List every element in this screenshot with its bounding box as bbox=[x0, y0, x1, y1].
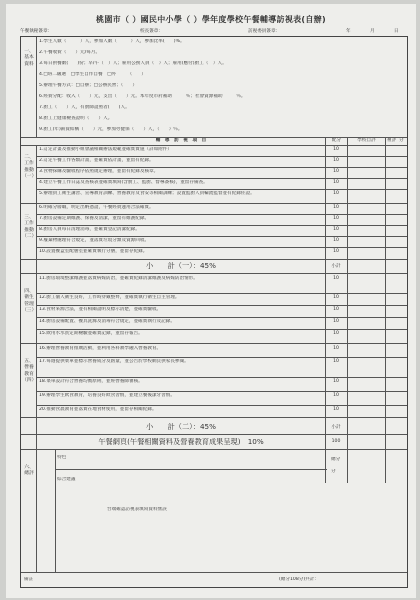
principal-signature-label: 校長簽章： bbox=[140, 29, 163, 34]
item-9-points: 10 bbox=[333, 238, 339, 243]
item-10: 10.設置餐盒室配膳室並確實執行分膳，並留存紀錄。 bbox=[39, 249, 148, 254]
section-5-label: 五、營養教育（四） bbox=[22, 359, 37, 384]
basic-row-6: 6.經費分配：收入（ ）元，支出（ ）元。本年度市府補助 ％；社會資源補助 ％。 bbox=[39, 94, 246, 99]
item-2-points: 10 bbox=[333, 158, 339, 163]
item-3-points: 10 bbox=[333, 169, 339, 174]
item-14-points: 10 bbox=[333, 319, 339, 324]
score-header: 分 bbox=[399, 138, 404, 143]
item-7: 7.廚房設備定期維護、保養及清潔，並留有維護紀錄。 bbox=[39, 216, 150, 221]
total-score-label: 總分 bbox=[331, 457, 341, 462]
date-year: 年 bbox=[346, 29, 351, 34]
item-1-points: 10 bbox=[333, 147, 339, 152]
item-17-points: 10 bbox=[333, 359, 339, 364]
feature-label: 特色 bbox=[57, 455, 67, 460]
item-4-points: 10 bbox=[333, 180, 339, 185]
section-3-label: 三、工作推動（二） bbox=[22, 215, 37, 240]
suggestion-label: 綜合建議 bbox=[57, 477, 76, 482]
supervisor-signature-label: 午餐執秘簽章： bbox=[20, 29, 53, 34]
item-14: 14.廚房設備配置、餐具洗滌及消毒符合規定，並確實執行及記錄。 bbox=[39, 319, 175, 324]
self-eval-header: 學校自評 bbox=[357, 138, 376, 143]
item-9: 9.廢棄物處理符合規定，並落實垃圾分類及資源回收。 bbox=[39, 238, 150, 243]
item-8: 8.廚房人員每日清理消毒，並確實登記清潔紀錄。 bbox=[39, 227, 140, 232]
item-12: 12.廚工個人衛生良好，工作時穿戴整齊，並確實執行衛生自主管理。 bbox=[39, 295, 180, 300]
item-7-points: 10 bbox=[333, 216, 339, 221]
item-15: 15.飲用水水質定期檢驗並確實記錄，並留存報告。 bbox=[39, 331, 143, 336]
web-points: 100 bbox=[331, 439, 341, 444]
confirmation-text: 台端確認訪視表填寫資料無誤 bbox=[107, 507, 167, 512]
total-score-unit: 分 bbox=[331, 469, 336, 474]
date-month: 月 bbox=[370, 29, 375, 34]
inspector-signature-label: 訪視委員簽章： bbox=[248, 29, 281, 34]
basic-row-4: 4.□班二級選 □學生自作自餐 □外 （ ） bbox=[39, 72, 146, 77]
comments-label: 六、總評 bbox=[24, 465, 34, 477]
item-19-points: 10 bbox=[333, 393, 339, 398]
item-13-points: 10 bbox=[333, 307, 339, 312]
item-19: 19.辦理學生飲食教育，培養良好飲食習慣，並建立餐後潔牙習慣。 bbox=[39, 393, 175, 398]
review-header: 複評 bbox=[387, 138, 397, 143]
item-6: 6.明確分層職，明定出納憑證，午餐經費運用合法確實。 bbox=[39, 205, 154, 210]
item-11-points: 10 bbox=[333, 276, 339, 281]
item-17: 17.每週提供菜單並標示營養成分及熱量，並公告於學校網頁供家長參閱。 bbox=[39, 359, 189, 364]
item-10-points: 10 bbox=[333, 249, 339, 254]
item-6-points: 10 bbox=[333, 205, 339, 210]
form-title: 桃園市（ ）國民中小學（ ）學年度學校午餐輔導訪視表(自辦) bbox=[96, 15, 326, 24]
basic-row-1: 1.學生人數（ ）人，參加人數（ ）人，參加比率( )%。 bbox=[39, 39, 185, 44]
subtotal-2-unit: 小計 bbox=[331, 425, 341, 430]
remark-label: 備註 bbox=[24, 577, 34, 582]
basic-row-7: 7.廚工（ ）人，有廚師證照者( )人。 bbox=[39, 105, 130, 110]
section-2-label: 二、工作推動（一） bbox=[22, 155, 37, 180]
basic-row-9: 9.廚工(年)薪資結構（ ）元，參加勞健保（ ）人，（ ）％。 bbox=[39, 127, 183, 132]
item-8-points: 10 bbox=[333, 227, 339, 232]
basic-row-2: 2.午餐收費（ ）元/每月。 bbox=[39, 50, 101, 55]
inspection-form bbox=[6, 4, 416, 598]
item-1: 1.訂定計畫及推動小組會議相關辦法規範並確實實施（詳如附件） bbox=[39, 147, 173, 152]
date-day: 日 bbox=[394, 29, 399, 34]
item-5-points: 10 bbox=[333, 191, 339, 196]
item-11: 11.廚房環境整潔維護並落實病媒防治，並確實紀錄清潔維護及病媒防治情形。 bbox=[39, 276, 198, 281]
subtotal-1-unit: 小計 bbox=[331, 264, 341, 269]
items-header: 輔 導 訪 視 項 目 bbox=[155, 138, 207, 143]
basic-data-label: 一、基本資料 bbox=[24, 49, 34, 67]
form-table bbox=[20, 36, 408, 588]
item-15-points: 10 bbox=[333, 331, 339, 336]
item-2: 2.訂定午餐工作各類計畫，並確實依計畫，並留有紀錄。 bbox=[39, 158, 154, 163]
item-4: 4.建立午餐工作日誌及查核表並確實填寫(含廚工、監廚、督導簽核)，並留存備查。 bbox=[39, 180, 208, 185]
item-18-points: 10 bbox=[333, 379, 339, 384]
item-20-points: 10 bbox=[333, 407, 339, 412]
signature-row bbox=[20, 28, 406, 35]
item-12-points: 10 bbox=[333, 295, 339, 300]
item-18: 18.菜單設計符合營養均衡原則，並經營養師審核。 bbox=[39, 379, 143, 384]
basic-row-3: 3.每日供餐數( )份；早/午（ ）人；雇用公務人員（ ）人；雇用(應付)廚工（ ）人。 bbox=[39, 61, 227, 66]
subtotal-2: 小 計（二）：45% bbox=[146, 423, 216, 431]
basic-row-5: 5.辦理午餐方式：□自辦；□公辦民營；（ ） bbox=[39, 83, 138, 88]
item-16-points: 10 bbox=[333, 346, 339, 351]
total-points-text: (總分108分)共計： bbox=[279, 577, 319, 582]
item-16: 16.辦理營養教育推廣活動，並利用各科教學融入營養教育。 bbox=[39, 346, 162, 351]
section-4-label: 四、衛生管理（三） bbox=[22, 289, 37, 314]
item-3: 3.食物採購及驗收程序依照規定辦理，並留有紀錄及核章。 bbox=[39, 169, 159, 174]
basic-row-8: 8.廚工上健康檢查證明（ ）人。 bbox=[39, 116, 113, 121]
item-13: 13.食材來源合法，並有相關證明及標示清楚，並確實驗收。 bbox=[39, 307, 162, 312]
subtotal-1: 小 計（一）：45% bbox=[146, 262, 216, 270]
item-20: 20.推動食農教育並落實在地食材使用，並留存相關紀錄。 bbox=[39, 407, 157, 412]
item-5: 5.辦理員工衛生講習、宣導教育訓練、營養教育及食安等相關訓練；設置監廚人員輪流監督並有紀錄佐證。 bbox=[39, 191, 255, 196]
web-criterion: 午餐網頁(午餐相關資料及營養教育成果呈現) 10% bbox=[98, 438, 264, 446]
points-header: 配分 bbox=[331, 138, 342, 143]
